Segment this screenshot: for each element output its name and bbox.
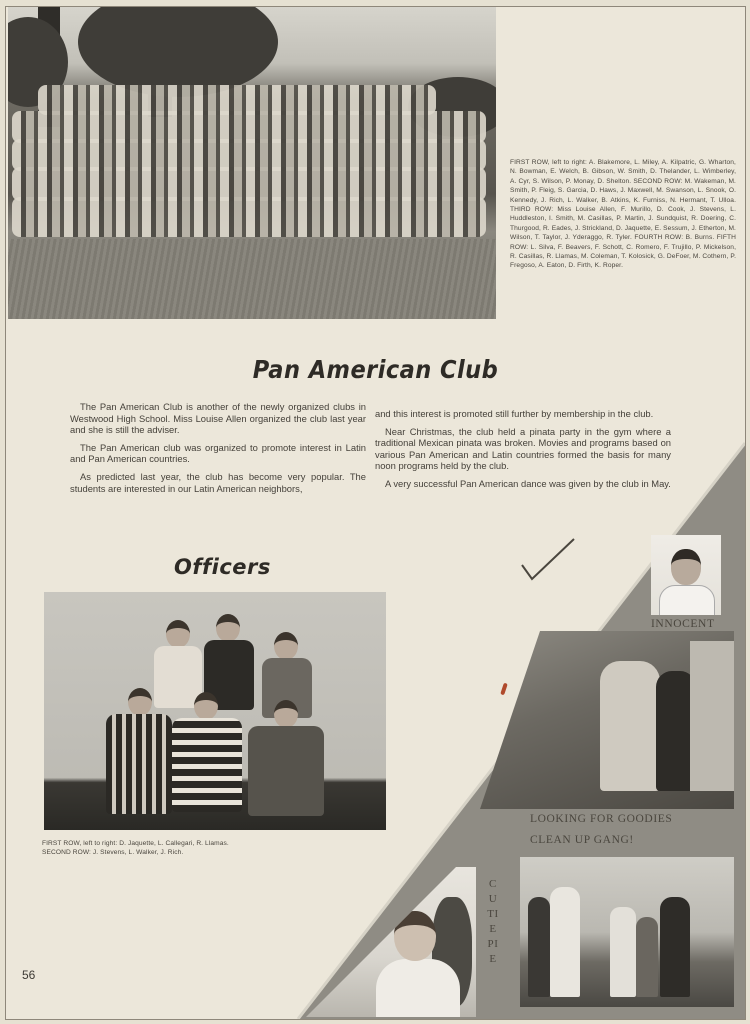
article-paragraph: The Pan American club was organized to promote interest in Latin and Pan American countries. <box>70 441 366 465</box>
checkmark-icon <box>518 535 578 587</box>
figure <box>610 907 636 997</box>
figure <box>528 897 550 997</box>
figure <box>550 887 580 997</box>
figure <box>660 897 690 997</box>
innocent-label: INNOCENT <box>651 618 715 630</box>
page-number: 56 <box>22 968 36 982</box>
door <box>690 641 734 791</box>
goodies-label: LOOKING FOR GOODIES <box>530 813 673 825</box>
innocent-snapshot <box>651 535 721 615</box>
yearbook-page <box>5 6 746 1020</box>
article-paragraph: Near Christmas, the club held a pinata party in the gym where a traditional Mexican pinata was broken. Movies and programs based on various Pan American and Latin countries formed the basis for many noon programs held by the club. <box>375 425 671 472</box>
article-paragraph: The Pan American Club is another of the newly organized clubs in Westwood High School. Miss Louise Allen organized the club last year and she is still the adviser. <box>70 401 366 436</box>
figure <box>636 917 658 997</box>
article-paragraph: As predicted last year, the club has become very popular. The students are interested in our Latin American neighbors, <box>70 470 366 494</box>
cleanup-snapshot <box>520 857 734 1007</box>
article-paragraph: and this interest is promoted still further by membership in the club. <box>375 408 654 419</box>
article-paragraph: A very successful Pan American dance was given by the club in May. <box>385 477 671 489</box>
officers-photo <box>44 592 386 830</box>
officers-caption: FIRST ROW, left to right: D. Jaquette, L. Callegari, R. Llamas. SECOND ROW: J. Stevens, L. Walker, J. Rich. <box>42 840 229 857</box>
group-photo-caption: FIRST ROW, left to right: A. Blakemore, L. Miley, A. Kilpatric, G. Wharton, N. Bowman, E. Welch, B. Gibson, W. Smith, D. Thelander, L. Wimberley, A. Cyr, S. Wilson, P. Monay, D. Shelton. SECOND ROW: M. Wakeman, M. Smith, P. Fleig, S. Garcia, D. Haws, J. Maxwell, M. Swanson, L. Snook, O. Kennedy, J. Rich, L. Walker, B. Atkins, K. Furniss, N. Hermant, T. Ulloa. THIRD ROW: Miss Louise Allen, F. Murillo, D. Cook, J. Stevens, L. Huddleston, I. Smith, M. Casillas, P. Martin, J. Sundquist, R. Doering, C. Thurgood, R. Eades, J. Strickland, D. Jaquette, E. Sessum, J. Etherton, M. Wilson, T. Taylor, J. Yderaggo, R. Tyler. FOURTH ROW: B. Burns. FIFTH ROW: L. Silva, F. Beavers, F. Schott, C. Romero, F. Trujillo, P. Mickelson, R. Casillas, R. Llamas, M. Coleman, T. Kolosick, G. DeFoer, M. Cothern, P. Fregoso, A. Eaton, D. Firth, K. Roper. <box>510 159 736 270</box>
officers-title: Officers <box>174 555 271 579</box>
page-title: Pan American Club <box>252 355 499 384</box>
cleanup-label: CLEAN UP GANG! <box>530 834 634 846</box>
figure <box>600 661 660 791</box>
cutie-pie-label: CUTIE PIE <box>487 878 499 965</box>
